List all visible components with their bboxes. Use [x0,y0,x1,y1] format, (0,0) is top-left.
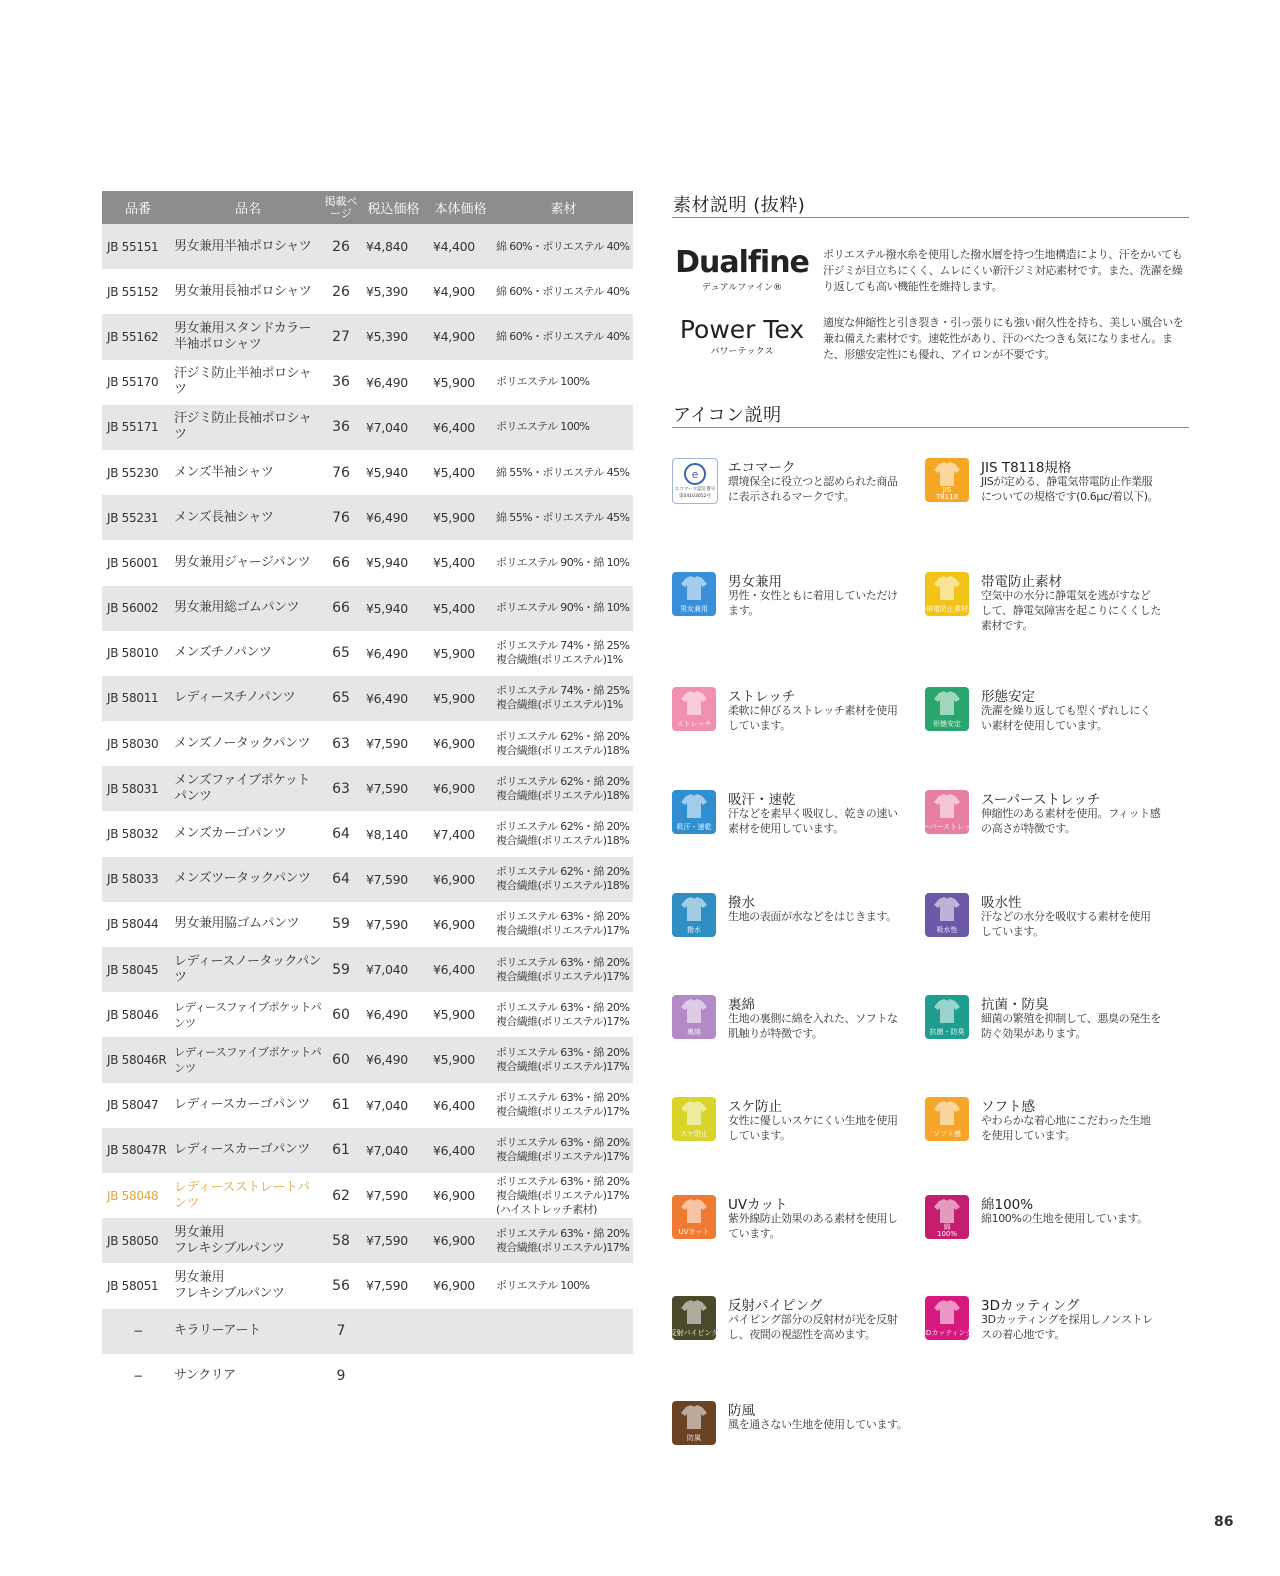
product-code: JB 58030 [107,736,159,751]
product-page: 58 [322,1218,360,1263]
table-row [102,1037,633,1082]
product-material: ポリエステル 74%・綿 25% 複合繊維(ポリエステル)1% [494,676,633,721]
icon-description: 3Dカッティングを採用しノンストレスの着心地です。 [981,1313,1153,1341]
product-page: 26 [332,283,350,300]
header-code: 品番 [102,191,174,224]
icon-caption: 反射パイピング [669,1329,719,1337]
icon-caption: 吸水性 [936,926,958,934]
product-page: 36 [332,374,350,391]
icon-description: パイピング部分の反射材が光を反射し、夜間の視認性を高めます。 [728,1313,898,1341]
product-table [102,191,633,1399]
table-row [102,540,633,585]
icon-title: ストレッチ [728,689,796,705]
product-page: 66 [322,586,360,631]
price-tax: ¥5,390 [366,284,408,300]
price-base: ¥5,400 [433,555,475,571]
price-tax: ¥6,490 [360,495,427,540]
price-base: ¥6,900 [433,916,475,932]
table-row [102,721,633,766]
product-name: メンズカーゴパンツ [174,826,287,842]
icon-title: UVカット [728,1197,788,1213]
product-material: ポリエステル 100% [494,405,633,450]
price-base: ¥5,400 [427,586,494,631]
powertex-kana: パワーテックス [710,347,774,357]
powertex-name: Power Tex [679,315,805,344]
price-base: ¥4,900 [433,284,475,300]
product-name: 男女兼用スタンドカラー 半袖ポロシャツ [174,314,322,359]
product-code: − [102,1309,174,1354]
icon-title: 抗菌・防臭 [981,997,1049,1013]
table-header-row [102,191,633,224]
dualfine-logo [672,245,812,293]
table-row [102,495,633,540]
product-material: ポリエステル 90%・綿 10% [496,555,630,569]
icon-caption: ストレッチ [676,720,712,728]
product-page: 76 [332,464,350,481]
icon-description: 洗濯を繰り返しても型くずれしにくい素材を使用しています。 [981,704,1151,732]
product-code: JB 58045 [102,947,174,992]
product-name: メンズ長袖シャツ [174,495,322,540]
header-material: 素材 [494,191,633,224]
product-material: ポリエステル 100% [496,1278,590,1292]
product-page: 59 [322,947,360,992]
icon-caption: 裏綿 [687,1028,701,1036]
price-tax: ¥5,390 [360,314,427,359]
table-row [102,1263,633,1308]
table-row [102,586,633,631]
price-tax: ¥7,590 [366,916,408,932]
shape-stable-icon [925,687,969,731]
price-base: ¥6,900 [427,857,494,902]
product-name: レディースノータックパンツ [174,947,322,992]
price-base: ¥6,400 [427,947,494,992]
table-row [102,857,633,902]
product-page: 64 [332,826,350,843]
super-stretch-icon [916,790,978,834]
price-base: ¥5,400 [433,465,475,481]
table-row [102,1354,633,1399]
product-code: JB 55152 [107,284,159,299]
product-code: JB 58010 [107,646,159,661]
product-material: ポリエステル 62%・綿 20% 複合繊維(ポリエステル)18% [496,729,630,757]
product-name: 男女兼用長袖ポロシャツ [174,283,312,299]
product-code: JB 58011 [102,676,174,721]
table-row [102,631,633,676]
table-row [102,947,633,992]
dualfine-name: Dualfine [675,245,809,280]
product-page: 63 [322,766,360,811]
product-material: ポリエステル 63%・綿 20% 複合繊維(ポリエステル)17% [494,1037,633,1082]
product-page: 64 [322,857,360,902]
icon-caption: UVカット [678,1228,710,1236]
icons-title: アイコン説明 [673,405,782,426]
header-page: 掲載ページ [322,191,360,224]
icons-divider [672,427,1189,428]
price-base: ¥4,400 [427,224,494,269]
powertex-description: 適度な伸縮性と引き裂き・引っ張りにも強い耐久性を持ち、美しい風合いを兼ね備えた素材です。速乾性があり、汗のべたつきも気になりません。また、形態安定性にも優れ、アイロンが不要です。 [823,316,1184,361]
icon-caption: 吸汗・速乾 [676,823,712,831]
quick-dry-icon [672,790,716,834]
icon-caption: 抗菌・防臭 [929,1028,965,1036]
price-base: ¥6,900 [427,1218,494,1263]
product-code: JB 58048 [107,1188,159,1203]
icon-caption: 防風 [687,1434,701,1442]
icon-caption: 綿 100% [936,1223,958,1238]
header-price-tax: 税込価格 [360,191,427,224]
cotton-100-icon [925,1195,969,1239]
table-row [102,902,633,947]
3d-cutting-icon [921,1296,973,1340]
price-base: ¥5,900 [433,374,475,390]
price-tax: ¥5,940 [360,586,427,631]
product-material: ポリエステル 100% [496,375,590,389]
price-base [427,1309,494,1354]
product-name: レディースチノパンツ [174,676,322,721]
icon-caption: 撥水 [687,926,701,934]
product-page: 66 [332,554,350,571]
product-code: JB 55230 [107,465,159,480]
product-name: レディースカーゴパンツ [174,1097,310,1113]
price-tax: ¥5,940 [366,465,408,481]
product-material: 綿 55%・ポリエステル 45% [496,465,630,479]
icon-description: 汗などを素早く吸収し、乾きの速い素材を使用しています。 [728,807,898,835]
price-tax: ¥4,840 [360,224,427,269]
product-code: JB 58032 [107,827,159,842]
icon-caption: JIS T8118 [935,486,959,501]
table-row [102,992,633,1037]
product-code: JB 56002 [102,586,174,631]
table-row [102,1309,633,1354]
header-name: 品名 [174,191,322,224]
icon-description: 柔軟に伸びるストレッチ素材を使用しています。 [728,704,898,732]
reflective-piping-icon [669,1296,719,1340]
product-code: JB 55170 [107,375,159,390]
price-tax: ¥7,590 [360,1218,427,1263]
price-tax: ¥7,590 [366,736,408,752]
see-through-icon [672,1097,716,1141]
icon-title: 吸水性 [981,895,1022,911]
price-tax: ¥6,490 [366,1007,408,1023]
icon-description: 汗などの水分を吸収する素材を使用しています。 [981,910,1151,938]
price-tax: ¥6,490 [366,645,408,661]
product-material: 綿 60%・ポリエステル 40% [496,284,630,298]
table-row [102,676,633,721]
product-code: JB 55151 [102,224,174,269]
product-name: レディースカーゴパンツ [174,1128,322,1173]
product-page: 63 [332,735,350,752]
product-page: 56 [332,1277,350,1294]
icon-caption: 形態安定 [933,720,961,728]
product-page: 60 [322,1037,360,1082]
product-page: 76 [322,495,360,540]
product-code: JB 58044 [107,917,159,932]
price-tax [360,1309,427,1354]
product-material [494,1309,633,1354]
price-base: ¥6,400 [433,1097,475,1113]
product-page: 36 [322,405,360,450]
antibacterial-icon [925,995,969,1039]
product-page: 65 [332,645,350,662]
icon-title: 帯電防止素材 [981,574,1062,590]
price-base [427,1354,494,1399]
product-name: メンズノータックパンツ [174,735,310,751]
icon-title: 撥水 [728,895,755,911]
table-row [102,360,633,405]
product-material [494,1354,633,1399]
product-name: サンクリア [174,1368,236,1384]
icon-description: 生地の表面が水などをはじきます。 [728,910,897,923]
icon-title: スケ防止 [728,1099,782,1115]
product-code: JB 58031 [102,766,174,811]
product-material: ポリエステル 63%・綿 20% 複合繊維(ポリエステル)17% (ハイストレッチ素材) [496,1174,630,1216]
price-tax: ¥6,490 [360,1037,427,1082]
product-name: 汗ジミ防止半袖ポロシャツ [174,366,312,398]
icon-description: 生地の裏側に綿を入れた、ソフトな肌触りが特徴です。 [728,1012,898,1040]
product-code: JB 58046R [102,1037,174,1082]
icon-caption: スケ防止 [680,1130,708,1138]
uv-cut-icon [672,1195,716,1239]
product-page: 62 [332,1187,350,1204]
price-tax: ¥5,940 [366,555,408,571]
windproof-icon [672,1401,716,1445]
product-code: JB 58050 [102,1218,174,1263]
table-row [102,1173,633,1218]
price-base: ¥6,900 [433,1188,475,1204]
jis-t8118-icon [925,458,969,502]
price-base: ¥7,400 [433,826,475,842]
icon-description: やわらかな着心地にこだわった生地を使用しています。 [981,1114,1151,1142]
product-material: ポリエステル 90%・綿 10% [494,586,633,631]
product-code: JB 58047 [107,1098,159,1113]
product-page: 9 [336,1368,346,1385]
icon-title: ソフト感 [981,1099,1035,1115]
icon-description: 伸縮性のある素材を使用。フィット感の高さが特徴です。 [981,807,1161,835]
icon-description: 空気中の水分に静電気を逃がすなどして、静電気障害を起こりにくくした素材です。 [981,589,1161,632]
icon-description: JISが定める、静電気帯電防止作業服についての規格です(0.6μc/着以下)。 [981,475,1159,503]
water-repellent-icon [672,893,716,937]
materials-divider [672,217,1189,218]
product-material: ポリエステル 62%・綿 20% 複合繊維(ポリエステル)18% [496,820,630,848]
price-base: ¥6,400 [427,1128,494,1173]
price-tax: ¥7,040 [366,1097,408,1113]
price-base: ¥5,900 [433,645,475,661]
materials-title: 素材説明 (抜粋) [673,195,806,216]
table-row [102,766,633,811]
table-row [102,811,633,856]
product-name: キラリーアート [174,1309,322,1354]
price-tax: ¥7,040 [360,1128,427,1173]
price-base: ¥5,900 [427,676,494,721]
icon-description: 風を通さない生地を使用しています。 [728,1418,908,1431]
icon-title: JIS T8118規格 [981,460,1072,476]
price-base: ¥5,900 [427,1037,494,1082]
dualfine-description: ポリエステル撥水糸を使用した撥水層を持つ生地構造により、汗をかいても汗ジミが目立ちにくく、ムレにくい新汗ジミ対応素材です。また、洗濯を繰り返しても高い機能性を維持します。 [823,248,1183,293]
price-tax [360,1354,427,1399]
product-name: 男女兼用 フレキシブルパンツ [174,1269,285,1301]
page-number: 86 [1214,1514,1234,1530]
icon-caption: 3Dカッティング [921,1329,973,1337]
product-code: JB 55171 [102,405,174,450]
product-material: 綿 55%・ポリエステル 45% [494,495,633,540]
lining-cotton-icon [672,995,716,1039]
price-tax: ¥7,590 [366,1188,408,1204]
price-base: ¥6,900 [427,766,494,811]
price-base: ¥4,900 [427,314,494,359]
icon-title: 防風 [728,1403,755,1419]
icon-caption: スーパーストレッチ [916,823,978,831]
soft-feel-icon [925,1097,969,1141]
product-code: JB 58051 [107,1278,159,1293]
product-name: メンズファイブポケットパンツ [174,766,322,811]
product-page: 7 [322,1309,360,1354]
stretch-icon [672,687,716,731]
product-material: ポリエステル 63%・綿 20% 複合繊維(ポリエステル)17% [496,910,630,938]
table-row [102,450,633,495]
product-code: JB 55162 [102,314,174,359]
product-name: 男女兼用総ゴムパンツ [174,586,322,631]
price-tax: ¥8,140 [366,826,408,842]
price-base: ¥5,900 [427,495,494,540]
product-name: メンズツータックパンツ [174,857,322,902]
product-name: レディースストレートパンツ [174,1179,310,1211]
product-page: 65 [322,676,360,721]
price-base: ¥6,400 [427,405,494,450]
product-material: ポリエステル 63%・綿 20% 複合繊維(ポリエステル)17% [494,1218,633,1263]
product-material: ポリエステル 62%・綿 20% 複合繊維(ポリエステル)18% [494,857,633,902]
product-name: メンズ半袖シャツ [174,464,274,480]
icon-description: 環境保全に役立つと認められた商品に表示されるマークです。 [728,475,898,503]
product-code: JB 58047R [102,1128,174,1173]
product-name: 男女兼用半袖ポロシャツ [174,224,322,269]
product-page: 61 [322,1128,360,1173]
product-name: レディースファイブポケットパンツ [174,1037,322,1082]
price-tax: ¥7,040 [360,405,427,450]
product-page: 61 [332,1097,350,1114]
icon-title: 反射パイピング [728,1298,823,1314]
icon-caption: エコマーク認定番号第04103052号 [674,487,716,499]
icon-description: 女性に優しいスケにくい生地を使用しています。 [728,1114,898,1142]
product-material: 綿 60%・ポリエステル 40% [494,224,633,269]
price-base: ¥5,900 [433,1007,475,1023]
product-code: JB 55231 [102,495,174,540]
icon-caption: 帯電防止素材 [926,605,968,613]
product-name: 男女兼用ジャージパンツ [174,554,311,570]
icon-title: 吸汗・速乾 [728,792,796,808]
table-row [102,314,633,359]
product-page: 59 [332,916,350,933]
unisex-icon [672,572,716,616]
product-material: ポリエステル 62%・綿 20% 複合繊維(ポリエステル)18% [494,766,633,811]
product-code: JB 56001 [107,555,159,570]
icon-title: エコマーク [728,460,796,476]
icon-title: 形態安定 [981,689,1035,705]
table-row [102,224,633,269]
product-material: ポリエステル 63%・綿 20% 複合繊維(ポリエステル)17% [496,1000,630,1028]
price-tax: ¥6,490 [360,676,427,721]
product-name: レディースファイブポケットパンツ [174,999,321,1030]
antistatic-icon [925,572,969,616]
header-price-base: 本体価格 [427,191,494,224]
product-page: 26 [322,224,360,269]
table-row [102,1128,633,1173]
product-page: 27 [322,314,360,359]
price-base: ¥6,900 [433,736,475,752]
product-material: ポリエステル 63%・綿 20% 複合繊維(ポリエステル)17% [496,1091,630,1119]
product-material: ポリエステル 63%・綿 20% 複合繊維(ポリエステル)17% [494,1128,633,1173]
table-row [102,405,633,450]
product-name: 男女兼用 フレキシブルパンツ [174,1218,322,1263]
table-row [102,1218,633,1263]
icon-title: 裏綿 [728,997,755,1013]
price-tax: ¥6,490 [366,374,408,390]
icon-description: 男性・女性ともに着用していただけます。 [728,589,898,617]
icon-title: 3Dカッティング [981,1298,1080,1314]
product-code: − [133,1369,143,1384]
icon-description: 細菌の繁殖を抑制して、悪臭の発生を防ぐ効果があります。 [981,1012,1161,1040]
icon-title: 綿100% [981,1197,1034,1213]
price-tax: ¥7,590 [360,766,427,811]
icon-caption: 男女兼用 [680,605,708,613]
product-name: 男女兼用脇ゴムパンツ [174,916,300,932]
icon-title: 男女兼用 [728,574,782,590]
price-base: ¥6,900 [433,1278,475,1294]
table-row [102,269,633,314]
product-material: ポリエステル 74%・綿 25% 複合繊維(ポリエステル)1% [496,639,630,667]
eco-mark-icon [672,458,718,504]
powertex-logo [672,317,812,357]
product-page: 60 [332,1006,350,1023]
absorbent-icon [925,893,969,937]
product-name: メンズチノパンツ [174,645,272,661]
icon-description: 紫外線防止効果のある素材を使用しています。 [728,1212,898,1240]
dualfine-kana: デュアルファイン® [701,283,783,293]
icon-caption: ソフト感 [933,1130,961,1138]
table-row [102,1083,633,1128]
product-material: ポリエステル 63%・綿 20% 複合繊維(ポリエステル)17% [494,947,633,992]
product-material: 綿 60%・ポリエステル 40% [494,314,633,359]
product-code: JB 58033 [102,857,174,902]
svg-text:e: e [691,468,699,481]
product-code: JB 58046 [107,1007,159,1022]
product-table-body [102,224,633,1399]
icon-description: 綿100%の生地を使用しています。 [981,1212,1148,1225]
price-tax: ¥7,590 [366,1278,408,1294]
product-name: 汗ジミ防止長袖ポロシャツ [174,405,322,450]
price-tax: ¥7,590 [360,857,427,902]
price-tax: ¥7,040 [360,947,427,992]
icon-title: スーパーストレッチ [981,792,1101,808]
